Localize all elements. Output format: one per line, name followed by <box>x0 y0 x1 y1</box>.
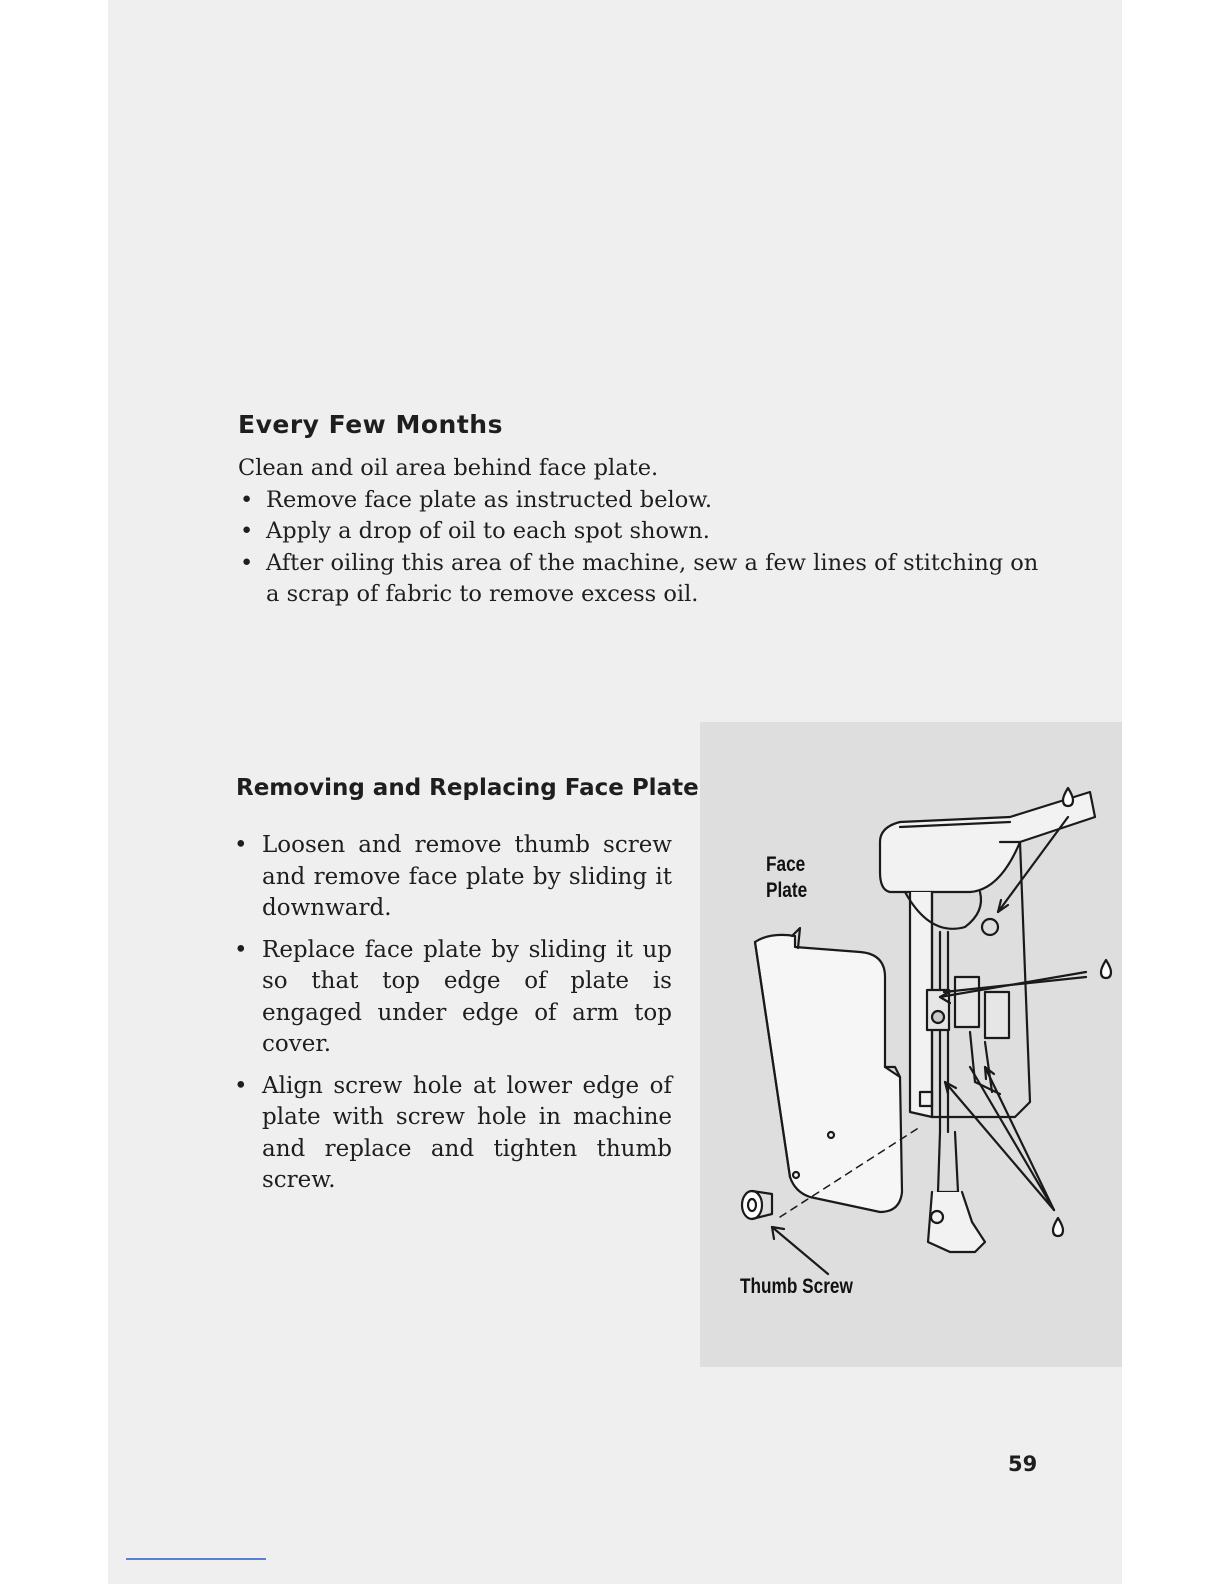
section-heading-every-few-months: Every Few Months <box>238 410 503 439</box>
face-plate <box>755 935 902 1212</box>
section-heading-face-plate: Removing and Replacing Face Plate <box>236 775 699 801</box>
list-item: • Align screw hole at lower edge of plate with screw hole in machine and replace and tighten thumb screw. <box>232 1071 672 1197</box>
face-plate-callout: Face Plate <box>766 853 808 902</box>
intro-text: Clean and oil area behind face plate. <box>238 455 659 481</box>
list-item: • Remove face plate as instructed below. <box>238 485 1058 517</box>
sewing-machine-drawing <box>700 722 1122 1367</box>
list-item: • Replace face plate by sliding it up so that top edge of plate is engaged under edge of arm top cover. <box>232 935 672 1061</box>
list-item: • Apply a drop of oil to each spot shown. <box>238 516 1058 548</box>
arm-top-cover <box>880 792 1095 892</box>
oil-drop-icon <box>1101 960 1111 978</box>
face-plate-steps-list <box>232 830 672 1207</box>
thumb-screw-callout: Thumb Screw <box>740 1275 853 1298</box>
oil-drop-icon <box>1053 1218 1063 1236</box>
oil-drop-icon <box>1063 788 1073 806</box>
oiling-steps-list <box>238 485 1058 611</box>
face-plate-illustration <box>700 722 1122 1367</box>
page-number: 59 <box>1008 1452 1038 1476</box>
list-item: • Loosen and remove thumb screw and remove face plate by sliding it downward. <box>232 830 672 925</box>
thumb-screw <box>742 1191 772 1219</box>
list-item: • After oiling this area of the machine, sew a few lines of stitching on a scrap of fabric to remove excess oil. <box>238 548 1058 611</box>
scan-edge-line <box>126 1558 266 1560</box>
section-body-every-few-months <box>238 453 1058 611</box>
